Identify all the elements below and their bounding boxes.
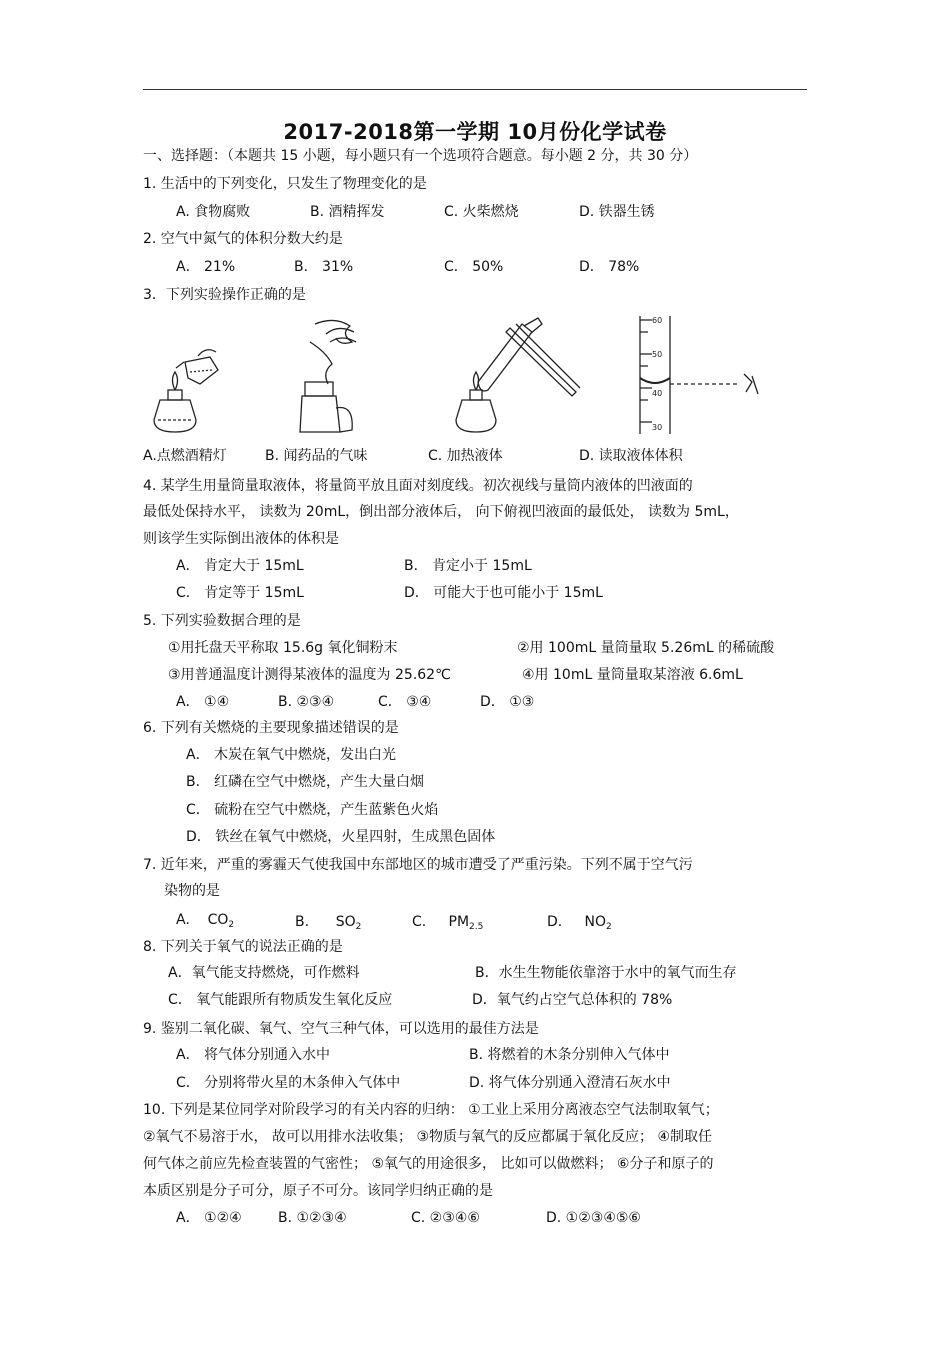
q1-option-a: A. 食物腐败	[176, 204, 251, 220]
q4-line-3: 则该学生实际倒出液体的体积是	[143, 531, 339, 547]
q5-statement-4: ④用 10mL 量筒量取某溶液 6.6mL	[522, 667, 743, 683]
q1-option-b: B. 酒精挥发	[310, 204, 385, 220]
q4-option-c: C． 肯定等于 15mL	[176, 585, 304, 601]
q10-line-2: ②氧气不易溶于水， 故可以用排水法收集； ③物质与氧气的反应都属于氧化反应； ④制取任	[143, 1129, 713, 1145]
q9-option-d: D. 将气体分别通入澄清石灰水中	[469, 1075, 671, 1091]
q1-option-c: C. 火柴燃烧	[444, 204, 519, 220]
q7-option-b-subscript: 2	[355, 922, 362, 932]
q7-option-c	[412, 912, 483, 937]
q5-stem: 5. 下列实验数据合理的是	[143, 613, 301, 629]
q2-option-c: C． 50%	[444, 259, 504, 275]
q7-option-c-subscript: 2.5	[469, 922, 484, 932]
q2-stem: 2. 空气中氮气的体积分数大约是	[143, 231, 343, 247]
q2-option-a: A． 21%	[176, 259, 236, 275]
q8-option-c: C． 氧气能跟所有物质发生氧化反应	[168, 992, 393, 1008]
q8-stem: 8. 下列关于氧气的说法正确的是	[143, 939, 343, 955]
q10-line-4: 本质区别是分子可分，原子不可分。该同学归纳正确的是	[143, 1183, 493, 1199]
q8-option-b: B．水生生物能依靠溶于水中的氧气而生存	[475, 965, 737, 981]
q7-option-b-letter: B.	[295, 914, 310, 930]
q5-statement-2: ②用 100mL 量筒量取 5.26mL 的稀硫酸	[517, 640, 775, 656]
q1-option-d: D. 铁器生锈	[579, 204, 655, 220]
q10-option-b: B. ①②③④	[278, 1210, 347, 1226]
graduated-cylinder-icon	[640, 316, 758, 434]
q4-option-a: A． 肯定大于 15mL	[176, 558, 304, 574]
lab-illustrations	[140, 312, 820, 447]
smelling-reagent-icon	[300, 320, 356, 432]
heating-test-tube-icon	[456, 318, 580, 432]
alcohol-lamp-icon	[154, 372, 196, 432]
q10-line-3: 何气体之前应先检查装置的气密性； ⑤氧气的用途很多， 比如可以做燃料； ⑥分子和原子的	[143, 1156, 714, 1172]
q5-option-b: B. ②③④	[278, 694, 335, 710]
q8-option-a: A．氧气能支持燃烧，可作燃料	[168, 965, 360, 981]
q9-option-b: B. 将燃着的木条分别伸入气体中	[469, 1047, 670, 1063]
page-title: 2017-2018第一学期 10月份化学试卷	[283, 120, 667, 144]
q4-option-d: D． 可能大于也可能小于 15mL	[404, 585, 603, 601]
scale-label-60: 60	[652, 316, 663, 325]
q7-option-d	[547, 912, 612, 937]
q10-option-c: C. ②③④⑥	[411, 1210, 480, 1226]
q7-option-a-formula: CO	[207, 912, 229, 928]
q6-option-d: D． 铁丝在氧气中燃烧，火星四射，生成黑色固体	[186, 829, 496, 845]
q3-figures	[140, 312, 820, 447]
header-rule	[143, 89, 807, 90]
q7-option-d-letter: D.	[547, 914, 563, 930]
q1-stem: 1. 生活中的下列变化，只发生了物理变化的是	[143, 176, 427, 192]
q3-caption-b: B. 闻药品的气味	[265, 448, 368, 464]
q9-option-a: A． 将气体分别通入水中	[176, 1047, 331, 1063]
scale-label-40: 40	[652, 389, 663, 398]
q2-option-b: B． 31%	[294, 259, 354, 275]
q7-option-d-subscript: 2	[606, 922, 612, 932]
q5-statement-1: ①用托盘天平称取 15.6g 氧化铜粉末	[168, 640, 398, 656]
q7-option-d-formula: NO	[584, 914, 606, 930]
q7-option-a	[176, 910, 234, 935]
q8-option-d: D．氧气约占空气总体积的 78%	[472, 992, 673, 1008]
q6-option-a: A． 木炭在氧气中燃烧，发出白光	[186, 747, 397, 763]
scale-label-50: 50	[652, 350, 663, 359]
q6-option-b: B． 红磷在空气中燃烧，产生大量白烟	[186, 774, 425, 790]
scale-label-30: 30	[652, 423, 663, 432]
q9-option-c: C． 分别将带火星的木条伸入气体中	[176, 1075, 401, 1091]
q7-option-c-letter: C.	[412, 914, 427, 930]
q4-line-2: 最低处保持水平， 读数为 20mL，倒出部分液体后， 向下俯视凹液面的最低处， 读数为 5mL，	[143, 504, 739, 520]
q6-stem: 6. 下列有关燃烧的主要现象描述错误的是	[143, 720, 399, 736]
q3-stem: 3．下列实验操作正确的是	[143, 287, 306, 303]
q2-option-d: D． 78%	[579, 259, 640, 275]
q5-option-a: A． ①④	[176, 694, 230, 710]
q7-line-1: 7. 近年来，严重的雾霾天气使我国中东部地区的城市遭受了严重污染。下列不属于空气污	[143, 857, 693, 873]
q3-caption-c: C. 加热液体	[428, 448, 503, 464]
q10-line-1: 10. 下列是某位同学对阶段学习的有关内容的归纳： ①工业上采用分离液态空气法制取氧气；	[143, 1102, 719, 1118]
q5-option-d: D． ①③	[480, 694, 535, 710]
q5-option-c: C． ③④	[378, 694, 432, 710]
section-heading: 一、选择题：（本题共 15 小题，每小题只有一个选项符合题意。每小题 2 分，共 30 分）	[143, 148, 698, 164]
q7-option-a-subscript: 2	[228, 920, 235, 930]
tilted-lamp-icon	[176, 350, 218, 384]
q3-caption-d: D. 读取液体体积	[579, 448, 683, 464]
q4-line-1: 4. 某学生用量筒量取液体，将量筒平放且面对刻度线。初次视线与量筒内液体的凹液面的	[143, 478, 693, 494]
q7-option-b	[295, 912, 361, 937]
q5-statement-3: ③用普通温度计测得某液体的温度为 25.62℃	[168, 667, 451, 683]
q10-option-d: D. ①②③④⑤⑥	[546, 1210, 641, 1226]
q3-caption-a: A.点燃酒精灯	[143, 448, 227, 464]
q9-stem: 9. 鉴别二氧化碳、氧气、空气三种气体，可以选用的最佳方法是	[143, 1021, 539, 1037]
q7-option-c-formula: PM	[448, 914, 470, 930]
q4-option-b: B． 肯定小于 15mL	[404, 558, 532, 574]
q10-option-a: A． ①②④	[176, 1210, 242, 1226]
q7-option-a-letter: A.	[176, 912, 190, 928]
q7-option-b-formula: SO	[335, 914, 356, 930]
q7-line-2: 染物的是	[164, 883, 220, 899]
q6-option-c: C． 硫粉在空气中燃烧，产生蓝紫色火焰	[186, 802, 439, 818]
